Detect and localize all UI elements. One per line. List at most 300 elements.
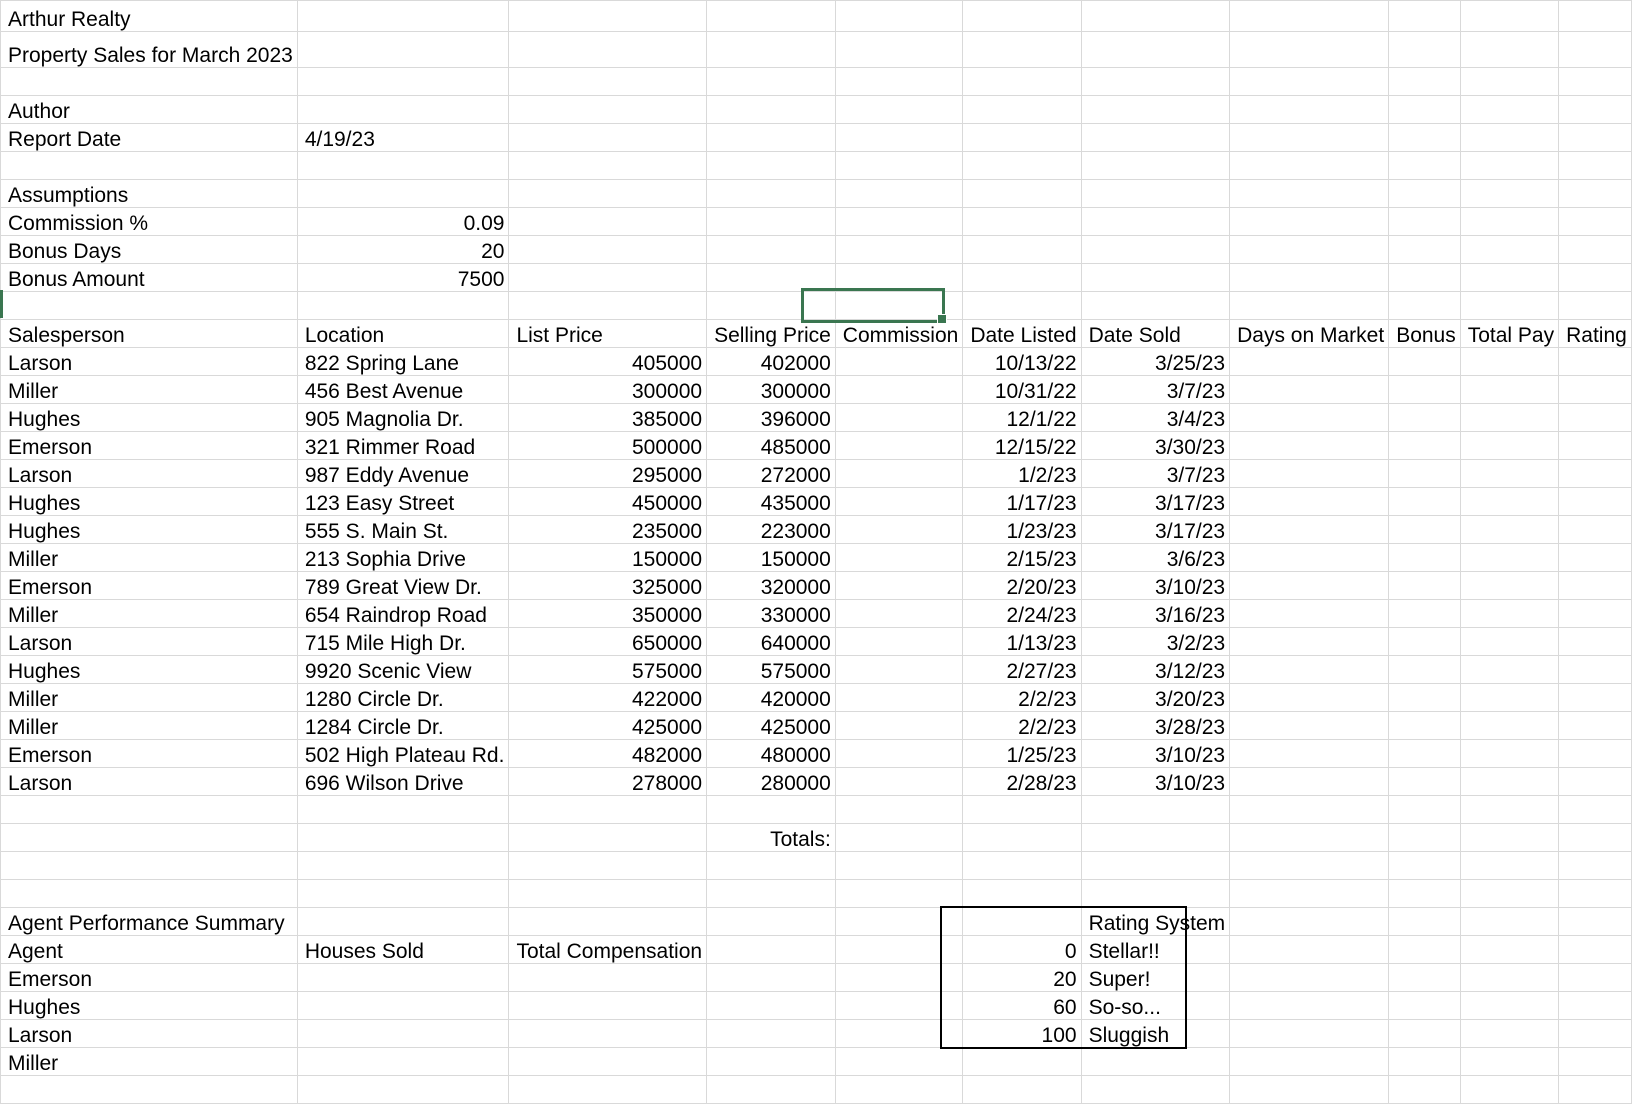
empty-cell[interactable]	[1389, 68, 1461, 96]
empty-cell[interactable]	[835, 544, 963, 572]
empty-cell[interactable]	[1081, 1048, 1230, 1076]
empty-cell[interactable]	[835, 712, 963, 740]
empty-cell[interactable]	[707, 180, 836, 208]
date-listed-cell[interactable]: 2/28/23	[963, 768, 1081, 796]
empty-cell[interactable]	[707, 32, 836, 68]
empty-cell[interactable]	[1230, 432, 1389, 460]
empty-cell[interactable]	[1230, 796, 1389, 824]
empty-cell[interactable]	[1389, 236, 1461, 264]
empty-cell[interactable]	[1230, 544, 1389, 572]
date-sold-cell[interactable]: 3/2/23	[1081, 628, 1230, 656]
empty-cell[interactable]	[835, 628, 963, 656]
empty-cell[interactable]	[835, 1076, 963, 1104]
empty-cell[interactable]	[1460, 236, 1558, 264]
empty-cell[interactable]	[297, 180, 509, 208]
salesperson-cell[interactable]: Hughes	[1, 656, 298, 684]
empty-cell[interactable]	[1389, 96, 1461, 124]
empty-cell[interactable]	[1389, 964, 1461, 992]
empty-cell[interactable]	[1460, 488, 1558, 516]
date-sold-cell[interactable]: 3/7/23	[1081, 376, 1230, 404]
assumptions-title-cell[interactable]: Assumptions	[1, 180, 298, 208]
selling-price-cell[interactable]: 280000	[707, 768, 836, 796]
rating-threshold-cell[interactable]: 20	[963, 964, 1081, 992]
empty-cell[interactable]	[1460, 544, 1558, 572]
empty-cell[interactable]	[1230, 600, 1389, 628]
empty-cell[interactable]	[835, 208, 963, 236]
salesperson-cell[interactable]: Larson	[1, 460, 298, 488]
empty-cell[interactable]	[297, 992, 509, 1020]
empty-cell[interactable]	[835, 684, 963, 712]
date-sold-cell[interactable]: 3/12/23	[1081, 656, 1230, 684]
empty-cell[interactable]	[509, 908, 707, 936]
empty-cell[interactable]	[1230, 236, 1389, 264]
empty-cell[interactable]	[1389, 264, 1461, 292]
empty-cell[interactable]	[509, 292, 707, 320]
selling-price-cell[interactable]: 575000	[707, 656, 836, 684]
list-price-cell[interactable]: 235000	[509, 516, 707, 544]
empty-cell[interactable]	[963, 1048, 1081, 1076]
selling-price-cell[interactable]: 402000	[707, 348, 836, 376]
empty-cell[interactable]	[835, 992, 963, 1020]
empty-cell[interactable]	[297, 964, 509, 992]
empty-cell[interactable]	[707, 236, 836, 264]
empty-cell[interactable]	[707, 1076, 836, 1104]
empty-cell[interactable]	[835, 908, 963, 936]
empty-cell[interactable]	[835, 264, 963, 292]
empty-cell[interactable]	[1460, 376, 1558, 404]
empty-cell[interactable]	[707, 880, 836, 908]
empty-cell[interactable]	[1559, 936, 1632, 964]
empty-cell[interactable]	[1460, 68, 1558, 96]
empty-cell[interactable]	[835, 432, 963, 460]
empty-cell[interactable]	[1389, 880, 1461, 908]
empty-cell[interactable]	[707, 964, 836, 992]
empty-cell[interactable]	[1460, 1048, 1558, 1076]
empty-cell[interactable]	[1460, 32, 1558, 68]
empty-cell[interactable]	[963, 264, 1081, 292]
empty-cell[interactable]	[1081, 152, 1230, 180]
houses-sold-header-cell[interactable]: Houses Sold	[297, 936, 509, 964]
empty-cell[interactable]	[509, 796, 707, 824]
list-price-cell[interactable]: 385000	[509, 404, 707, 432]
empty-cell[interactable]	[1460, 124, 1558, 152]
empty-cell[interactable]	[835, 488, 963, 516]
empty-cell[interactable]	[509, 852, 707, 880]
empty-cell[interactable]	[835, 348, 963, 376]
selling-price-cell[interactable]: 272000	[707, 460, 836, 488]
empty-cell[interactable]	[1460, 180, 1558, 208]
empty-cell[interactable]	[835, 180, 963, 208]
empty-cell[interactable]	[1389, 152, 1461, 180]
empty-cell[interactable]	[1559, 600, 1632, 628]
location-cell[interactable]: 9920 Scenic View	[297, 656, 509, 684]
list-price-cell[interactable]: 425000	[509, 712, 707, 740]
empty-cell[interactable]	[707, 852, 836, 880]
empty-cell[interactable]	[963, 208, 1081, 236]
empty-cell[interactable]	[707, 992, 836, 1020]
rating-label-cell[interactable]: Sluggish	[1081, 1020, 1230, 1048]
empty-cell[interactable]	[1389, 292, 1461, 320]
empty-cell[interactable]	[1559, 264, 1632, 292]
column-header-cell[interactable]: Rating	[1559, 320, 1632, 348]
empty-cell[interactable]	[1230, 1076, 1389, 1104]
empty-cell[interactable]	[509, 68, 707, 96]
rating-label-cell[interactable]: So-so...	[1081, 992, 1230, 1020]
empty-cell[interactable]	[963, 908, 1081, 936]
empty-cell[interactable]	[297, 152, 509, 180]
selling-price-cell[interactable]: 396000	[707, 404, 836, 432]
empty-cell[interactable]	[1559, 908, 1632, 936]
empty-cell[interactable]	[835, 572, 963, 600]
empty-cell[interactable]	[297, 1048, 509, 1076]
empty-cell[interactable]	[835, 404, 963, 432]
selling-price-cell[interactable]: 420000	[707, 684, 836, 712]
empty-cell[interactable]	[1559, 572, 1632, 600]
empty-cell[interactable]	[1460, 152, 1558, 180]
empty-cell[interactable]	[1081, 796, 1230, 824]
empty-cell[interactable]	[1389, 768, 1461, 796]
empty-cell[interactable]	[1230, 180, 1389, 208]
empty-cell[interactable]	[1559, 656, 1632, 684]
empty-cell[interactable]	[297, 880, 509, 908]
agent-header-cell[interactable]: Agent	[1, 936, 298, 964]
empty-cell[interactable]	[297, 852, 509, 880]
empty-cell[interactable]	[1460, 992, 1558, 1020]
empty-cell[interactable]	[1230, 852, 1389, 880]
empty-cell[interactable]	[297, 96, 509, 124]
location-cell[interactable]: 555 S. Main St.	[297, 516, 509, 544]
empty-cell[interactable]	[1559, 544, 1632, 572]
selling-price-cell[interactable]: 485000	[707, 432, 836, 460]
empty-cell[interactable]	[707, 292, 836, 320]
empty-cell[interactable]	[1389, 1020, 1461, 1048]
empty-cell[interactable]	[1460, 964, 1558, 992]
salesperson-cell[interactable]: Miller	[1, 600, 298, 628]
empty-cell[interactable]	[835, 124, 963, 152]
selling-price-cell[interactable]: 223000	[707, 516, 836, 544]
empty-cell[interactable]	[1230, 32, 1389, 68]
date-sold-cell[interactable]: 3/7/23	[1081, 460, 1230, 488]
empty-cell[interactable]	[1460, 460, 1558, 488]
empty-cell[interactable]	[1460, 600, 1558, 628]
author-label-cell[interactable]: Author	[1, 96, 298, 124]
empty-cell[interactable]	[1, 68, 298, 96]
empty-cell[interactable]	[1230, 488, 1389, 516]
empty-cell[interactable]	[1230, 264, 1389, 292]
date-sold-cell[interactable]: 3/10/23	[1081, 740, 1230, 768]
location-cell[interactable]: 905 Magnolia Dr.	[297, 404, 509, 432]
empty-cell[interactable]	[1460, 740, 1558, 768]
empty-cell[interactable]	[1559, 628, 1632, 656]
empty-cell[interactable]	[1559, 796, 1632, 824]
empty-cell[interactable]	[1460, 516, 1558, 544]
empty-cell[interactable]	[1230, 516, 1389, 544]
empty-cell[interactable]	[963, 96, 1081, 124]
empty-cell[interactable]	[707, 1048, 836, 1076]
empty-cell[interactable]	[1, 292, 298, 320]
empty-cell[interactable]	[1, 880, 298, 908]
bonus-amount-label-cell[interactable]: Bonus Amount	[1, 264, 298, 292]
location-cell[interactable]: 1280 Circle Dr.	[297, 684, 509, 712]
empty-cell[interactable]	[1230, 1, 1389, 32]
location-cell[interactable]: 502 High Plateau Rd.	[297, 740, 509, 768]
empty-cell[interactable]	[963, 824, 1081, 852]
empty-cell[interactable]	[963, 852, 1081, 880]
empty-cell[interactable]	[297, 1, 509, 32]
empty-cell[interactable]	[297, 68, 509, 96]
empty-cell[interactable]	[509, 264, 707, 292]
list-price-cell[interactable]: 278000	[509, 768, 707, 796]
empty-cell[interactable]	[509, 180, 707, 208]
empty-cell[interactable]	[835, 1020, 963, 1048]
empty-cell[interactable]	[1389, 180, 1461, 208]
empty-cell[interactable]	[1559, 1020, 1632, 1048]
empty-cell[interactable]	[1559, 488, 1632, 516]
empty-cell[interactable]	[1460, 292, 1558, 320]
empty-cell[interactable]	[1081, 180, 1230, 208]
empty-cell[interactable]	[707, 908, 836, 936]
empty-cell[interactable]	[1230, 152, 1389, 180]
empty-cell[interactable]	[835, 964, 963, 992]
empty-cell[interactable]	[1559, 96, 1632, 124]
bonus-amount-value-cell[interactable]: 7500	[297, 264, 509, 292]
rating-label-cell[interactable]: Super!	[1081, 964, 1230, 992]
empty-cell[interactable]	[1081, 68, 1230, 96]
rating-label-cell[interactable]: Stellar!!	[1081, 936, 1230, 964]
empty-cell[interactable]	[1, 824, 298, 852]
empty-cell[interactable]	[1081, 824, 1230, 852]
empty-cell[interactable]	[707, 1, 836, 32]
empty-cell[interactable]	[835, 96, 963, 124]
empty-cell[interactable]	[1230, 292, 1389, 320]
empty-cell[interactable]	[1460, 208, 1558, 236]
list-price-cell[interactable]: 350000	[509, 600, 707, 628]
location-cell[interactable]: 213 Sophia Drive	[297, 544, 509, 572]
empty-cell[interactable]	[707, 68, 836, 96]
empty-cell[interactable]	[297, 824, 509, 852]
empty-cell[interactable]	[835, 768, 963, 796]
empty-cell[interactable]	[1389, 432, 1461, 460]
empty-cell[interactable]	[509, 208, 707, 236]
bonus-days-label-cell[interactable]: Bonus Days	[1, 236, 298, 264]
empty-cell[interactable]	[1081, 124, 1230, 152]
agent-name-cell[interactable]: Miller	[1, 1048, 298, 1076]
empty-cell[interactable]	[297, 1076, 509, 1104]
selling-price-cell[interactable]: 640000	[707, 628, 836, 656]
date-listed-cell[interactable]: 12/15/22	[963, 432, 1081, 460]
empty-cell[interactable]	[707, 1020, 836, 1048]
location-cell[interactable]: 456 Best Avenue	[297, 376, 509, 404]
empty-cell[interactable]	[707, 936, 836, 964]
date-listed-cell[interactable]: 10/13/22	[963, 348, 1081, 376]
empty-cell[interactable]	[1559, 992, 1632, 1020]
empty-cell[interactable]	[297, 292, 509, 320]
empty-cell[interactable]	[1389, 908, 1461, 936]
location-cell[interactable]: 715 Mile High Dr.	[297, 628, 509, 656]
empty-cell[interactable]	[1081, 292, 1230, 320]
empty-cell[interactable]	[835, 376, 963, 404]
empty-cell[interactable]	[1230, 208, 1389, 236]
list-price-cell[interactable]: 575000	[509, 656, 707, 684]
selling-price-cell[interactable]: 435000	[707, 488, 836, 516]
selling-price-cell[interactable]: 320000	[707, 572, 836, 600]
empty-cell[interactable]	[1230, 684, 1389, 712]
column-header-cell[interactable]: Date Sold	[1081, 320, 1230, 348]
empty-cell[interactable]	[1559, 376, 1632, 404]
list-price-cell[interactable]: 405000	[509, 348, 707, 376]
date-listed-cell[interactable]: 1/2/23	[963, 460, 1081, 488]
commission-value-cell[interactable]: 0.09	[297, 208, 509, 236]
date-sold-cell[interactable]: 3/4/23	[1081, 404, 1230, 432]
column-header-cell[interactable]: Selling Price	[707, 320, 836, 348]
salesperson-cell[interactable]: Emerson	[1, 572, 298, 600]
empty-cell[interactable]	[1230, 824, 1389, 852]
empty-cell[interactable]	[1, 1076, 298, 1104]
agent-name-cell[interactable]: Emerson	[1, 964, 298, 992]
empty-cell[interactable]	[1460, 852, 1558, 880]
empty-cell[interactable]	[1389, 712, 1461, 740]
empty-cell[interactable]	[1460, 628, 1558, 656]
column-header-cell[interactable]: List Price	[509, 320, 707, 348]
fill-handle[interactable]	[937, 314, 947, 324]
report-date-value-cell[interactable]: 4/19/23	[297, 124, 509, 152]
empty-cell[interactable]	[1230, 348, 1389, 376]
empty-cell[interactable]	[835, 516, 963, 544]
empty-cell[interactable]	[1389, 1, 1461, 32]
empty-cell[interactable]	[835, 796, 963, 824]
empty-cell[interactable]	[1460, 824, 1558, 852]
report-title-cell[interactable]: Property Sales for March 2023	[1, 32, 298, 68]
list-price-cell[interactable]: 150000	[509, 544, 707, 572]
salesperson-cell[interactable]: Larson	[1, 348, 298, 376]
rating-threshold-cell[interactable]: 0	[963, 936, 1081, 964]
company-name-cell[interactable]: Arthur Realty	[1, 1, 298, 32]
salesperson-cell[interactable]: Emerson	[1, 740, 298, 768]
location-cell[interactable]: 822 Spring Lane	[297, 348, 509, 376]
empty-cell[interactable]	[1559, 460, 1632, 488]
empty-cell[interactable]	[509, 96, 707, 124]
date-sold-cell[interactable]: 3/17/23	[1081, 488, 1230, 516]
empty-cell[interactable]	[1389, 796, 1461, 824]
agent-name-cell[interactable]: Larson	[1, 1020, 298, 1048]
empty-cell[interactable]	[509, 964, 707, 992]
date-sold-cell[interactable]: 3/17/23	[1081, 516, 1230, 544]
empty-cell[interactable]	[1389, 852, 1461, 880]
empty-cell[interactable]	[1559, 684, 1632, 712]
empty-cell[interactable]	[1389, 348, 1461, 376]
empty-cell[interactable]	[1559, 516, 1632, 544]
empty-cell[interactable]	[1230, 628, 1389, 656]
salesperson-cell[interactable]: Hughes	[1, 404, 298, 432]
empty-cell[interactable]	[963, 152, 1081, 180]
empty-cell[interactable]	[1559, 68, 1632, 96]
empty-cell[interactable]	[509, 32, 707, 68]
empty-cell[interactable]	[1559, 852, 1632, 880]
empty-cell[interactable]	[1230, 376, 1389, 404]
empty-cell[interactable]	[1460, 96, 1558, 124]
empty-cell[interactable]	[1559, 348, 1632, 376]
date-listed-cell[interactable]: 2/24/23	[963, 600, 1081, 628]
empty-cell[interactable]	[963, 124, 1081, 152]
empty-cell[interactable]	[1389, 684, 1461, 712]
empty-cell[interactable]	[1559, 740, 1632, 768]
date-sold-cell[interactable]: 3/10/23	[1081, 768, 1230, 796]
empty-cell[interactable]	[509, 1048, 707, 1076]
list-price-cell[interactable]: 482000	[509, 740, 707, 768]
empty-cell[interactable]	[297, 908, 509, 936]
empty-cell[interactable]	[963, 880, 1081, 908]
empty-cell[interactable]	[1389, 488, 1461, 516]
salesperson-cell[interactable]: Hughes	[1, 516, 298, 544]
empty-cell[interactable]	[1460, 908, 1558, 936]
total-compensation-header-cell[interactable]: Total Compensation	[509, 936, 707, 964]
totals-label-cell[interactable]: Totals:	[707, 824, 836, 852]
location-cell[interactable]: 789 Great View Dr.	[297, 572, 509, 600]
empty-cell[interactable]	[1230, 936, 1389, 964]
list-price-cell[interactable]: 450000	[509, 488, 707, 516]
list-price-cell[interactable]: 422000	[509, 684, 707, 712]
empty-cell[interactable]	[835, 68, 963, 96]
empty-cell[interactable]	[1230, 96, 1389, 124]
empty-cell[interactable]	[1389, 656, 1461, 684]
column-header-cell[interactable]: Date Listed	[963, 320, 1081, 348]
empty-cell[interactable]	[1230, 656, 1389, 684]
empty-cell[interactable]	[1389, 628, 1461, 656]
selling-price-cell[interactable]: 425000	[707, 712, 836, 740]
empty-cell[interactable]	[509, 1020, 707, 1048]
column-header-cell[interactable]: Location	[297, 320, 509, 348]
empty-cell[interactable]	[1389, 460, 1461, 488]
empty-cell[interactable]	[835, 236, 963, 264]
empty-cell[interactable]	[707, 124, 836, 152]
summary-title-cell[interactable]: Agent Performance Summary	[1, 908, 298, 936]
date-sold-cell[interactable]: 3/28/23	[1081, 712, 1230, 740]
salesperson-cell[interactable]: Miller	[1, 544, 298, 572]
column-header-cell[interactable]: Total Pay	[1460, 320, 1558, 348]
empty-cell[interactable]	[1559, 824, 1632, 852]
selling-price-cell[interactable]: 150000	[707, 544, 836, 572]
location-cell[interactable]: 123 Easy Street	[297, 488, 509, 516]
empty-cell[interactable]	[1230, 740, 1389, 768]
empty-cell[interactable]	[1559, 208, 1632, 236]
empty-cell[interactable]	[835, 152, 963, 180]
empty-cell[interactable]	[1, 152, 298, 180]
empty-cell[interactable]	[1559, 32, 1632, 68]
empty-cell[interactable]	[509, 1, 707, 32]
empty-cell[interactable]	[1081, 1076, 1230, 1104]
empty-cell[interactable]	[1230, 460, 1389, 488]
empty-cell[interactable]	[1460, 264, 1558, 292]
rating-threshold-cell[interactable]: 60	[963, 992, 1081, 1020]
empty-cell[interactable]	[1460, 348, 1558, 376]
list-price-cell[interactable]: 500000	[509, 432, 707, 460]
empty-cell[interactable]	[835, 936, 963, 964]
salesperson-cell[interactable]: Emerson	[1, 432, 298, 460]
empty-cell[interactable]	[509, 992, 707, 1020]
empty-cell[interactable]	[1081, 264, 1230, 292]
empty-cell[interactable]	[963, 1, 1081, 32]
empty-cell[interactable]	[1081, 880, 1230, 908]
salesperson-cell[interactable]: Larson	[1, 628, 298, 656]
empty-cell[interactable]	[707, 208, 836, 236]
location-cell[interactable]: 1284 Circle Dr.	[297, 712, 509, 740]
rating-threshold-cell[interactable]: 100	[963, 1020, 1081, 1048]
salesperson-cell[interactable]: Larson	[1, 768, 298, 796]
empty-cell[interactable]	[1081, 208, 1230, 236]
empty-cell[interactable]	[963, 1076, 1081, 1104]
empty-cell[interactable]	[297, 32, 509, 68]
salesperson-cell[interactable]: Miller	[1, 376, 298, 404]
